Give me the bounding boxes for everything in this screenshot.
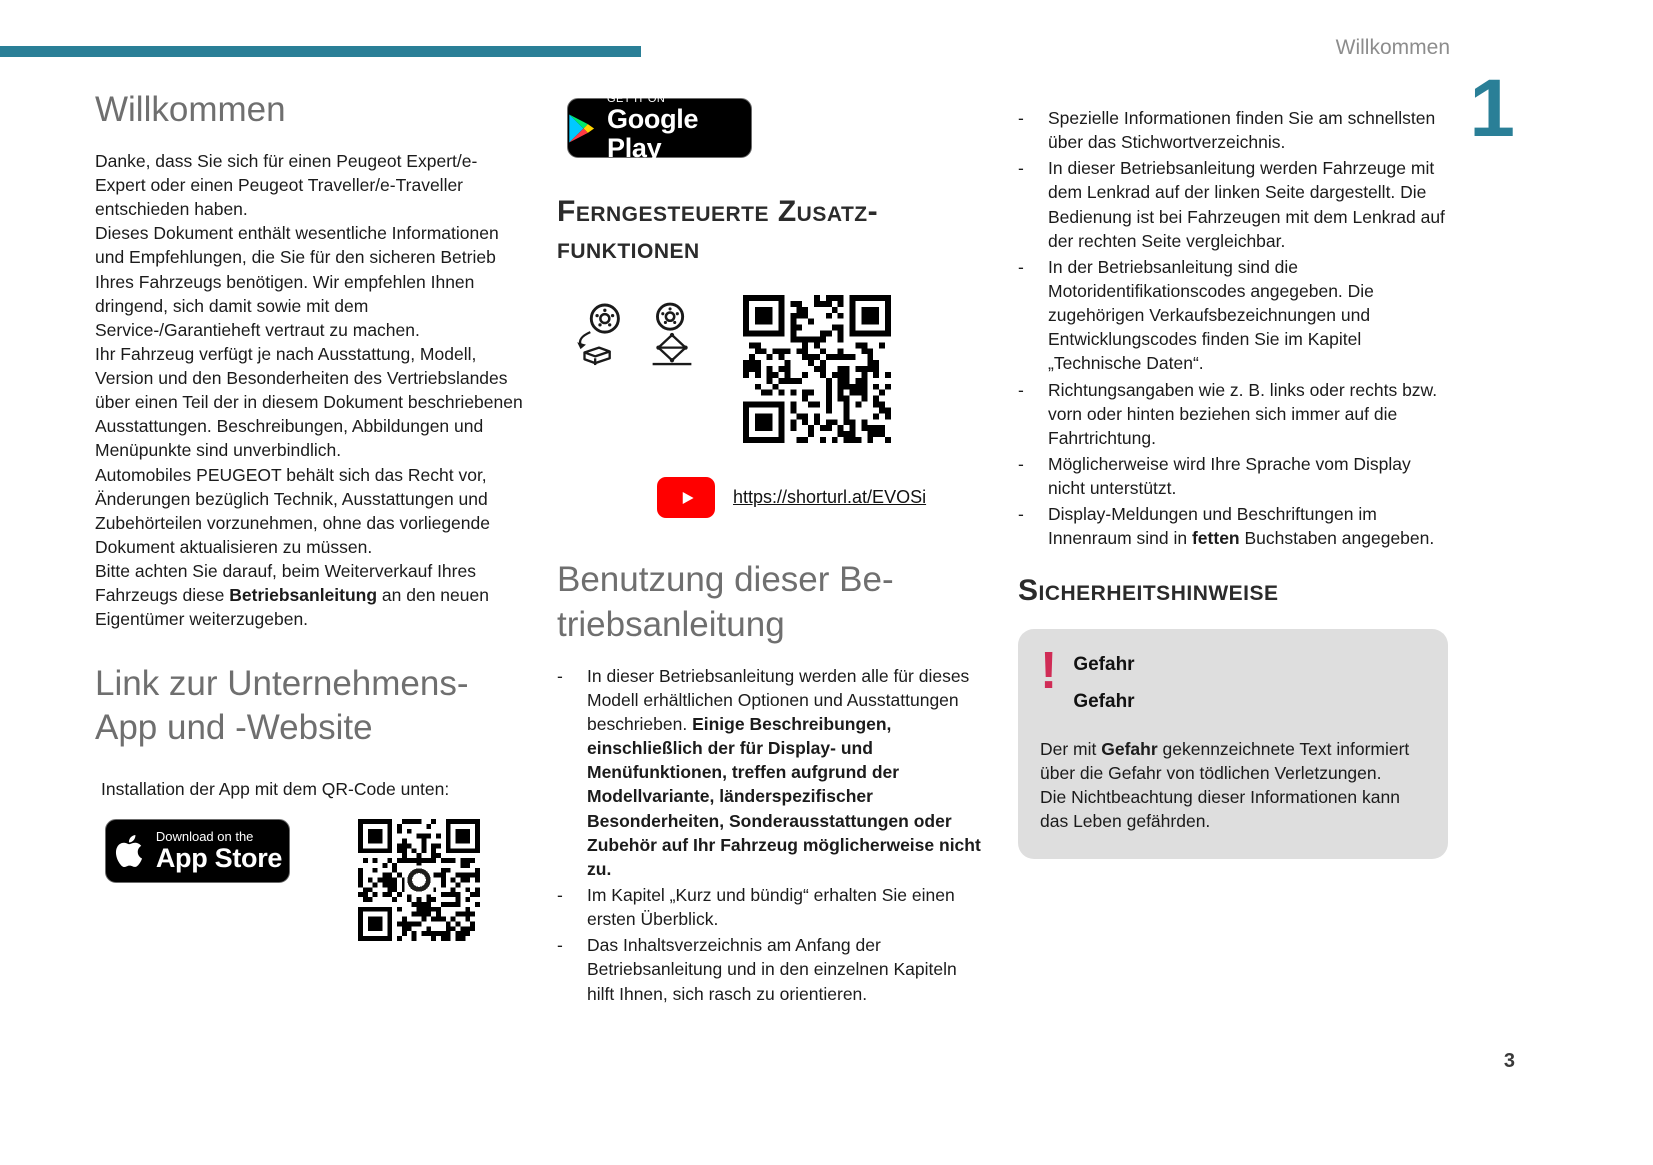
appstore-badge-maintext: App Store [155,842,283,873]
exclamation-icon: ! [1040,642,1058,701]
apple-logo-icon [113,832,145,870]
paragraph: Die Nichtbeachtung dieser Informationen kann das Leben gefährden. [1040,786,1400,831]
paragraph: Bitte achten Sie darauf, beim Weiterverkauf Ihres Fahrzeugs diese Betriebsanleitung an den neuen Eigentümer weiterzugeben. [95,561,489,630]
list-item: - Im Kapitel „Kurz und bündig“ erhalten Sie einen ersten Überblick. [557,885,955,930]
danger-label-1: Gefahr [1073,654,1135,676]
danger-labels [1073,649,1134,726]
video-qr-code [743,295,891,443]
badge-row [105,819,527,941]
list-item: - In dieser Betriebsanleitung werden Fahrzeuge mit dem Lenkrad auf der linken Seite dargestellt. Die Bedienung ist bei Fahrzeugen mit dem Lenkrad auf der rechten Seite vergleichbar. [1018,158,1445,251]
wheel-with-scissor-jack-icon [641,299,703,373]
company-app-qr-code [358,819,480,941]
paragraph: Automobiles PEUGEOT behält sich das Recht vor, Änderungen bezüglich Technik, Ausstattungen und Zubehörteilen vorzunehmen, ohne das vorliegende Dokument aktualisieren zu müssen. [95,464,490,558]
paragraph: Ihr Fahrzeug verfügt je nach Ausstattung, Modell, Version und den Besonderheiten des Vertriebslandes über einen Teil der in diesem Dokument beschriebenen Ausstattungen. Beschreibungen, Abbildungen und Menüpunkte sind unverbindlich. [95,343,523,461]
badge-texts [156,830,282,872]
remote-functions-graphics [557,295,987,443]
appstore-badge-subtext: Download on the [155,829,254,845]
list-item: - Display-Meldungen und Beschriftungen im Innenraum sind in fetten Buchstaben angegeben. [1018,504,1435,549]
badge-texts [607,94,751,162]
safety-title: Sicherheitshinweise [1018,573,1279,607]
list-item: - In der Betriebsanleitung sind die Motoridentifikationscodes angegeben. Die zugehörigen Verkaufsbezeichnungen und Entwicklungscodes finden Sie im Kapitel „Technische Daten“. [1018,256,1374,374]
google-play-badge[interactable] [567,92,752,163]
list-item: - In dieser Betriebsanleitung werden alle für dieses Modell erhältlichen Optionen und Ausstattungen beschrieben. Einige Beschreibungen, einschließlich der für Display- und Menüfunktionen, treffen aufgrund der Modellvariante, länderspezifischer Besonderheiten, Sonderausstattungen oder Zubehör auf Ihr Fahrzeug möglicherweise nicht zu. [557,665,981,879]
app-link-title: Link zur Unternehmens- App und -Website [95,663,469,748]
running-header: Willkommen [1335,36,1450,59]
list-item: - Spezielle Informationen finden Sie am schnellsten über das Stichwortverzeichnis. [1018,108,1436,153]
list-item: - Möglicherweise wird Ihre Sprache vom Display nicht unterstützt. [1018,453,1411,499]
column-left [95,88,527,941]
chapter-number: 1 [1469,63,1515,154]
welcome-title: Willkommen [95,90,286,129]
notes-list [1018,106,1448,551]
danger-header [1040,642,1422,726]
accent-bar [0,46,641,57]
page-number: 3 [1503,1050,1515,1072]
column-middle [557,92,987,1008]
danger-box [1018,629,1448,859]
paragraph: Dieses Dokument enthält wesentliche Informationen und Empfehlungen, die Sie für den sicheren Betrieb Ihres Fahrzeugs benötigen. Wir empfehlen Ihnen dringend, sich damit sowie mit dem Service-/Garantieheft vertraut zu machen. [95,223,499,340]
remote-functions-title: Ferngesteuerte Zusatz- funktionen [557,195,879,265]
wheel-with-chock-icon [569,299,631,373]
gplay-badge-maintext: Google Play [607,104,699,163]
video-row [657,477,987,518]
google-play-icon [568,113,596,144]
list-item: - Richtungsangaben wie z. B. links oder rechts bzw. vorn oder hinten beziehen sich immer auf die Fahrtrichtung. [1018,379,1438,448]
list-item: - Das Inhaltsverzeichnis am Anfang der Betriebsanleitung und in den einzelnen Kapiteln hilft Ihnen, sich rasch zu orientieren. [557,935,957,1004]
video-link[interactable]: https://shorturl.at/EVOSi [733,487,927,508]
qr-caption: Installation der App mit dem QR-Code unten: [101,779,450,800]
danger-label-2: Gefahr [1073,691,1135,713]
danger-text [1040,737,1422,834]
usage-title: Benutzung dieser Be- triebsanleitung [557,560,894,644]
gplay-badge-subtext: GET IT ON [607,92,666,105]
youtube-play-icon[interactable] [657,477,715,518]
app-store-badge[interactable] [105,819,290,883]
usage-list [557,664,987,1006]
welcome-text [95,149,527,632]
paragraph: Danke, dass Sie sich für einen Peugeot Expert/e-Expert oder einen Peugeot Traveller/e-Traveller entschieden haben. [95,150,478,220]
column-right [1018,90,1448,859]
tool-icons [569,299,703,373]
paragraph: Der mit Gefahr gekennzeichnete Text informiert über die Gefahr von tödlichen Verletzungen. [1040,738,1410,783]
